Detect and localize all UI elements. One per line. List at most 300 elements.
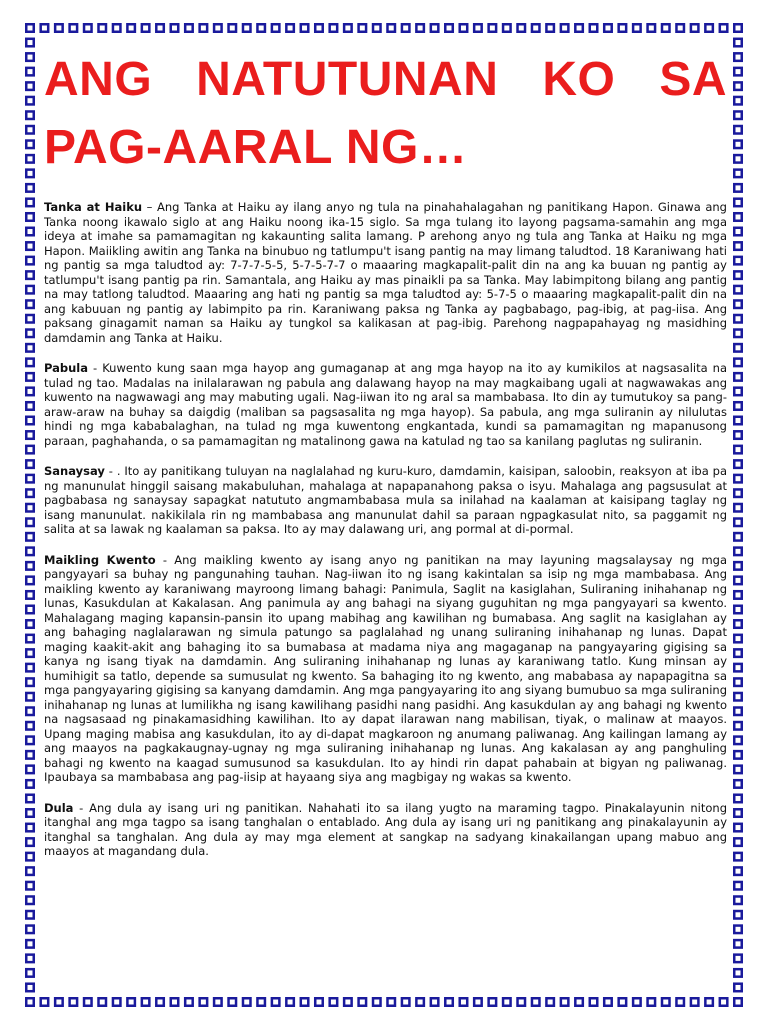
border-square-inner	[692, 26, 697, 31]
border-square-inner	[736, 520, 741, 525]
border-square	[733, 212, 743, 222]
border-square	[574, 23, 584, 33]
border-square	[83, 997, 93, 1007]
border-square	[271, 23, 281, 33]
border-square-inner	[447, 1000, 452, 1005]
border-square	[733, 270, 743, 280]
section-text: - Ang maikling kwento ay isang anyo ng panitikan na may layuning magsalaysay ng mga pangyayari sa buhay ng pangunahing tauhan. Nag-iiwan ito ng isang kakintalan sa isip ng mga mambabasa. Ang maikling kwento ay karaniwang mayroong limang bahagi: Panimula, Saglit na kasiglahan, Suliraning inihahanap ng lunas, Kasukdulan at Kakalasan. Ang panimula ay ang bahagi na siyang guguhitan ng mga pangyayari sa kwento. Mahalagang maging kapansin-pansin ito upang mabihag ang kawilihan ng bumabasa. Ang saglit na kasiglahan ay ang bahaging naglalarawan ng simula patungo sa paglalahad ng unang suliraning inihahanap ng lunas. Dapat maging kaakit-akit ang bahaging ito sa bumabasa at madama niya ang magaganap na pangyayaring gigising sa kanya ng isang tiyak na damdamin. Ang suliraning inihahanap ng lunas ay karaniwang tatlo. Kung minsan ay humihigit sa tatlo, depende sa sumusulat ng kwento. Sa bahaging ito ng kwento, ang mababasa ay napapagitna sa mga pangyayaring gigising sa kanyang damdamin. Ang mga pangyayaring ito ang siyang bumubuo sa mga suliraning inihahanap ng lunas at lumilikha ng isang kawilihang pasidhi nang pasidhi. Ang kasukdulan ay ang bahagi ng kwento na nagsasaad ng pinakamasidhing kawilihan. Ito ay dapat ilarawan nang mabilisan, tiyak, o malinaw at maayos. Upang maging mabisa ang kasukdulan, ito ay di-dapat magkaroon ng anumang paliwanag. Ang kailingan lamang ay ang maayos na pagkakaugnay-ugnay ng mga suliraning inihahanap ng lunas. Ang kakalasan ay ang panghuling bahagi ng kwento na kaagad sumusunod sa kasukdulan. Ito ay hindi rin dapat pahabain at bigyan ng paliwanag. Ipaubaya sa mambabasa ang pag-iisip at hayaang siya ang magbigay ng wakas sa kwento.	[44, 552, 727, 784]
border-square-inner	[172, 26, 177, 31]
border-square-inner	[418, 1000, 423, 1005]
border-square	[487, 23, 497, 33]
border-square-inner	[28, 694, 33, 699]
border-square-inner	[736, 549, 741, 554]
border-square	[733, 953, 743, 963]
border-square-inner	[634, 26, 639, 31]
border-square	[603, 997, 613, 1007]
border-square	[733, 706, 743, 716]
border-square-inner	[129, 26, 134, 31]
border-square-inner	[736, 229, 741, 234]
border-square	[430, 997, 440, 1007]
border-square	[733, 38, 743, 48]
border-square-inner	[736, 956, 741, 961]
border-square	[25, 110, 35, 120]
border-square	[733, 96, 743, 106]
border-square-inner	[736, 796, 741, 801]
border-square-inner	[736, 491, 741, 496]
border-square-inner	[28, 200, 33, 205]
border-square-inner	[114, 26, 119, 31]
border-square	[25, 663, 35, 673]
border-square-inner	[345, 26, 350, 31]
border-square	[97, 23, 107, 33]
border-square	[733, 750, 743, 760]
border-square-inner	[71, 26, 76, 31]
border-square-inner	[28, 287, 33, 292]
border-square-inner	[28, 374, 33, 379]
border-square	[733, 52, 743, 62]
border-square-inner	[418, 26, 423, 31]
border-square-inner	[736, 389, 741, 394]
border-square	[733, 241, 743, 251]
border-square	[357, 997, 367, 1007]
border-square-inner	[28, 636, 33, 641]
border-square	[68, 997, 78, 1007]
border-square	[733, 23, 743, 33]
border-square-inner	[28, 55, 33, 60]
border-square-inner	[389, 1000, 394, 1005]
border-square	[444, 23, 454, 33]
border-square	[733, 982, 743, 992]
border-square-inner	[100, 1000, 105, 1005]
border-square	[25, 241, 35, 251]
border-square	[733, 793, 743, 803]
border-square-inner	[28, 433, 33, 438]
border-square-inner	[736, 709, 741, 714]
border-square	[589, 997, 599, 1007]
border-square-inner	[678, 26, 683, 31]
border-square-inner	[288, 1000, 293, 1005]
border-square-inner	[447, 26, 452, 31]
border-square-inner	[143, 26, 148, 31]
border-square	[733, 590, 743, 600]
border-square	[733, 445, 743, 455]
border-square	[372, 997, 382, 1007]
border-square-inner	[736, 345, 741, 350]
border-square-inner	[736, 825, 741, 830]
border-square-inner	[28, 316, 33, 321]
border-square-inner	[736, 534, 741, 539]
border-square-inner	[736, 767, 741, 772]
border-square-inner	[28, 84, 33, 89]
border-square	[198, 997, 208, 1007]
border-square-inner	[331, 1000, 336, 1005]
border-square	[733, 866, 743, 876]
border-square-inner	[28, 767, 33, 772]
border-square	[25, 634, 35, 644]
border-square-inner	[736, 781, 741, 786]
border-square	[617, 23, 627, 33]
border-square-inner	[562, 26, 567, 31]
border-square	[444, 997, 454, 1007]
border-square-inner	[721, 26, 726, 31]
border-square	[733, 314, 743, 324]
border-square	[25, 939, 35, 949]
border-square-inner	[28, 781, 33, 786]
border-square	[25, 692, 35, 702]
border-square	[54, 997, 64, 1007]
border-square-inner	[28, 578, 33, 583]
border-square	[328, 997, 338, 1007]
border-square-inner	[28, 156, 33, 161]
border-square-inner	[663, 26, 668, 31]
border-square-inner	[28, 709, 33, 714]
border-square-inner	[259, 1000, 264, 1005]
border-square	[632, 23, 642, 33]
border-square-inner	[736, 970, 741, 975]
border-square-inner	[736, 55, 741, 60]
border-square	[675, 23, 685, 33]
border-square-inner	[28, 956, 33, 961]
border-square-inner	[28, 258, 33, 263]
border-square-inner	[736, 578, 741, 583]
border-square	[169, 23, 179, 33]
body-text	[44, 200, 727, 859]
border-square	[733, 532, 743, 542]
border-square	[25, 256, 35, 266]
border-square-inner	[345, 1000, 350, 1005]
border-square	[155, 997, 165, 1007]
border-square	[661, 23, 671, 33]
border-square	[733, 285, 743, 295]
border-square	[632, 997, 642, 1007]
border-square-inner	[42, 1000, 47, 1005]
section-dula	[44, 801, 727, 859]
border-square	[733, 764, 743, 774]
border-square-inner	[28, 825, 33, 830]
border-square-inner	[649, 26, 654, 31]
border-square	[271, 997, 281, 1007]
border-square	[733, 139, 743, 149]
border-square-inner	[736, 912, 741, 917]
border-square-inner	[736, 927, 741, 932]
border-square	[25, 764, 35, 774]
border-square-inner	[736, 680, 741, 685]
border-square	[300, 23, 310, 33]
border-square	[733, 503, 743, 513]
border-square	[733, 81, 743, 91]
border-square	[502, 997, 512, 1007]
border-square-inner	[28, 113, 33, 118]
border-square	[733, 328, 743, 338]
border-square-inner	[736, 98, 741, 103]
border-square	[25, 750, 35, 760]
border-square-inner	[28, 185, 33, 190]
border-square-inner	[736, 476, 741, 481]
border-square	[198, 23, 208, 33]
border-square-inner	[736, 142, 741, 147]
border-square-inner	[28, 534, 33, 539]
border-square-inner	[28, 665, 33, 670]
border-square	[733, 910, 743, 920]
section-term: Dula	[44, 800, 74, 815]
border-square-inner	[649, 1000, 654, 1005]
border-square-inner	[736, 171, 741, 176]
border-square-inner	[736, 840, 741, 845]
border-square-inner	[736, 447, 741, 452]
border-square-inner	[28, 403, 33, 408]
border-square	[733, 779, 743, 789]
border-square	[733, 924, 743, 934]
border-square-inner	[28, 462, 33, 467]
border-square	[386, 23, 396, 33]
border-square	[25, 38, 35, 48]
border-square-inner	[721, 1000, 726, 1005]
border-square-inner	[736, 331, 741, 336]
border-square	[704, 997, 714, 1007]
border-square-inner	[100, 26, 105, 31]
border-square	[589, 23, 599, 33]
border-square-inner	[230, 1000, 235, 1005]
border-square-inner	[114, 1000, 119, 1005]
border-square-inner	[548, 26, 553, 31]
border-square-inner	[244, 1000, 249, 1005]
border-square	[25, 793, 35, 803]
border-square	[733, 343, 743, 353]
border-square-inner	[28, 985, 33, 990]
border-square-inner	[28, 229, 33, 234]
border-square	[733, 459, 743, 469]
border-square-inner	[475, 26, 480, 31]
border-square-inner	[736, 738, 741, 743]
border-square	[25, 910, 35, 920]
section-sanaysay	[44, 464, 727, 537]
border-square-inner	[28, 1000, 33, 1005]
border-square	[25, 168, 35, 178]
border-square	[25, 314, 35, 324]
border-square-inner	[736, 403, 741, 408]
border-square	[401, 997, 411, 1007]
border-square	[25, 706, 35, 716]
border-square	[25, 982, 35, 992]
border-square-inner	[28, 563, 33, 568]
border-square-inner	[28, 840, 33, 845]
border-square	[343, 23, 353, 33]
section-text: - Kuwento kung saan mga hayop ang gumaganap at ang mga hayop na ito ay kumikilos at nagsasalita na tulad ng tao. Madalas na inilalarawan ng pabula ang dalawang hayop na may magkaibang ugali at nagwawakas ang kuwento na nagwawagi ang may mabuting ugali. Nag-iiwan ito ng aral sa mambabasa. Ito din ay tumutukoy sa pang-araw-araw na buhay sa daigdig (maliban sa pagsasalita ng mga hayop). Sa pabula, ang mga suliranin ay nilulutas hindi ng mga kababalaghan, na tulad ng mga kuwentong engkantada, kundi sa pamamagitan ng mapanusong paraan, paghahanda, o sa pamamagitan ng matalinong gawa na katulad ng tao sa kanilang paglutas ng suliranin.	[44, 361, 727, 448]
border-square-inner	[186, 26, 191, 31]
border-square	[25, 445, 35, 455]
border-square	[25, 895, 35, 905]
border-square-inner	[620, 26, 625, 31]
border-square-inner	[736, 273, 741, 278]
section-maikling-kwento	[44, 553, 727, 785]
border-square	[516, 997, 526, 1007]
border-square	[54, 23, 64, 33]
border-square-inner	[736, 360, 741, 365]
border-square	[733, 677, 743, 687]
border-square-inner	[215, 1000, 220, 1005]
border-square-inner	[28, 214, 33, 219]
border-square-inner	[28, 171, 33, 176]
border-square	[25, 52, 35, 62]
border-square-inner	[736, 723, 741, 728]
border-square-inner	[736, 418, 741, 423]
border-square-inner	[736, 462, 741, 467]
border-square-inner	[736, 84, 741, 89]
border-square	[25, 575, 35, 585]
border-square-inner	[577, 1000, 582, 1005]
border-square	[733, 968, 743, 978]
border-square	[25, 924, 35, 934]
border-square	[458, 23, 468, 33]
border-square-inner	[736, 592, 741, 597]
border-square	[733, 183, 743, 193]
border-square	[25, 837, 35, 847]
border-square-inner	[28, 622, 33, 627]
border-square	[25, 677, 35, 687]
border-square-inner	[736, 607, 741, 612]
border-square	[25, 430, 35, 440]
border-square-inner	[736, 636, 741, 641]
border-square-inner	[28, 607, 33, 612]
title-line-2: PAG-AARAL NG…	[44, 121, 468, 174]
border-square-inner	[562, 1000, 567, 1005]
border-square-inner	[533, 1000, 538, 1005]
border-square-inner	[736, 302, 741, 307]
border-square-inner	[244, 26, 249, 31]
border-square-inner	[28, 811, 33, 816]
section-term: Pabula	[44, 361, 89, 375]
border-square	[285, 23, 295, 33]
border-square	[126, 23, 136, 33]
border-square	[415, 23, 425, 33]
border-square	[112, 997, 122, 1007]
border-square	[25, 459, 35, 469]
border-square-inner	[201, 1000, 206, 1005]
border-square	[328, 23, 338, 33]
border-square-inner	[28, 98, 33, 103]
border-square	[25, 81, 35, 91]
border-square	[25, 270, 35, 280]
border-square-inner	[56, 26, 61, 31]
border-square-inner	[201, 26, 206, 31]
border-square-inner	[143, 1000, 148, 1005]
border-square-inner	[475, 1000, 480, 1005]
border-square-inner	[28, 302, 33, 307]
border-square	[25, 735, 35, 745]
section-text: - Ang dula ay isang uri ng panitikan. Nahahati ito sa ilang yugto na maraming tagpo. Pinakalayunin nitong itanghal ang mga tagpo sa isang tanghalan o entablado. Ang dula ay isang uri ng panitikang ang pinakalayunin ay itanghal sa tanghalan. Ang dula ay may mga element at sangkap na sadyang kinakailangan upang mabuo ang maayos at magandang dula.	[44, 800, 727, 858]
border-square-inner	[490, 26, 495, 31]
border-square-inner	[288, 26, 293, 31]
border-square-inner	[129, 1000, 134, 1005]
border-square	[733, 997, 743, 1007]
border-square-inner	[736, 26, 741, 31]
border-square	[25, 474, 35, 484]
border-square	[560, 997, 570, 1007]
border-square	[25, 227, 35, 237]
border-square	[733, 721, 743, 731]
border-square-inner	[736, 40, 741, 45]
border-square	[25, 357, 35, 367]
border-square-inner	[28, 520, 33, 525]
border-square	[646, 23, 656, 33]
border-square	[733, 372, 743, 382]
border-square-inner	[85, 1000, 90, 1005]
border-square-inner	[736, 898, 741, 903]
border-square	[25, 372, 35, 382]
border-square-inner	[28, 592, 33, 597]
border-square	[733, 823, 743, 833]
border-square-inner	[403, 26, 408, 31]
border-square-inner	[28, 389, 33, 394]
border-square-inner	[28, 331, 33, 336]
border-square	[733, 663, 743, 673]
border-square	[25, 154, 35, 164]
border-square-inner	[42, 26, 47, 31]
border-square	[401, 23, 411, 33]
border-square-inner	[28, 273, 33, 278]
section-term: Sanaysay	[44, 464, 105, 478]
border-square	[25, 721, 35, 731]
border-square	[733, 227, 743, 237]
border-square-inner	[736, 622, 741, 627]
border-square-inner	[28, 898, 33, 903]
border-square	[25, 212, 35, 222]
border-square	[25, 503, 35, 513]
border-square	[690, 23, 700, 33]
border-square	[733, 416, 743, 426]
border-square-inner	[432, 1000, 437, 1005]
border-square	[560, 23, 570, 33]
border-square	[733, 604, 743, 614]
border-square	[473, 997, 483, 1007]
page-title	[44, 46, 727, 182]
border-square	[25, 139, 35, 149]
border-square-inner	[28, 69, 33, 74]
border-square-inner	[28, 491, 33, 496]
border-square-inner	[736, 505, 741, 510]
border-square-inner	[302, 1000, 307, 1005]
border-square-inner	[736, 127, 741, 132]
border-square	[25, 125, 35, 135]
border-square-inner	[533, 26, 538, 31]
border-square-inner	[736, 156, 741, 161]
border-square-inner	[678, 1000, 683, 1005]
border-square	[25, 299, 35, 309]
border-square	[719, 23, 729, 33]
border-square-inner	[273, 1000, 278, 1005]
border-square-inner	[736, 941, 741, 946]
border-square-inner	[316, 1000, 321, 1005]
border-square-inner	[158, 1000, 163, 1005]
border-square-inner	[736, 665, 741, 670]
border-square-inner	[736, 651, 741, 656]
border-square	[227, 23, 237, 33]
border-square-inner	[736, 433, 741, 438]
border-square-inner	[230, 26, 235, 31]
border-square	[25, 343, 35, 353]
border-square	[25, 67, 35, 77]
section-pabula	[44, 361, 727, 448]
border-square	[25, 619, 35, 629]
border-square-inner	[736, 854, 741, 859]
border-square-inner	[707, 26, 712, 31]
border-square	[68, 23, 78, 33]
border-square-inner	[28, 941, 33, 946]
border-square-inner	[591, 1000, 596, 1005]
border-square	[357, 23, 367, 33]
border-square	[733, 256, 743, 266]
border-square-inner	[28, 505, 33, 510]
